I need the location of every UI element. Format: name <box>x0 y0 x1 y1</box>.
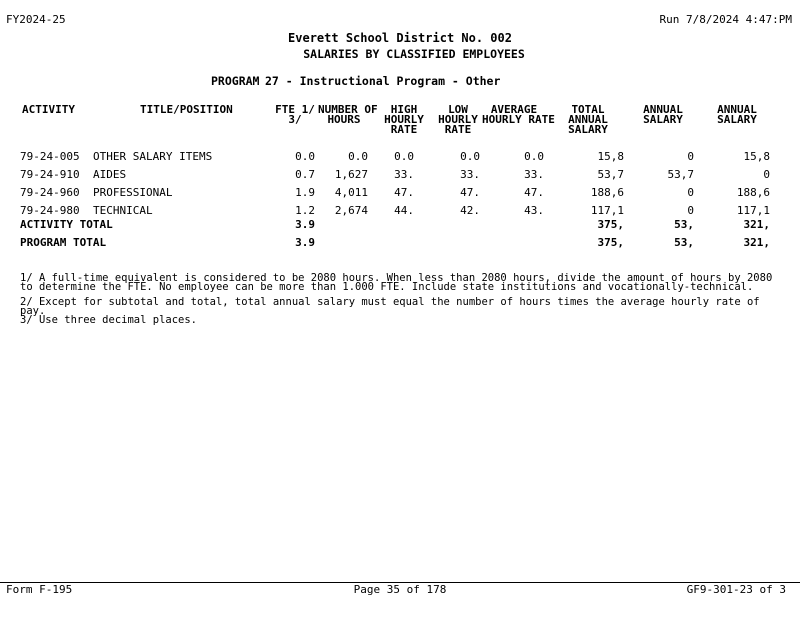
fte-value: 0.7 <box>295 168 315 181</box>
salary-b-value: 0 <box>687 186 694 199</box>
col-average-rate: AVERAGE HOURLY RATE <box>482 103 555 126</box>
low-rate-value: 0.0 <box>460 150 480 163</box>
col-high-rate: HIGH HOURLY RATE <box>384 103 424 136</box>
col-number-hours: NUMBER OF HOURS <box>318 103 378 126</box>
salary-c-value: 15,8 <box>743 150 770 163</box>
footnote-2: 2/ Except for subtotal and total, total annual salary must equal the number of hours times the average hourly rate of pay. <box>20 296 760 317</box>
salary-c-value: 0 <box>763 168 770 181</box>
total-salary-value: 375, <box>597 218 624 231</box>
high-rate-value: 33. <box>394 168 414 181</box>
salary-b-value: 53, <box>674 236 694 249</box>
report-title: SALARIES BY CLASSIFIED EMPLOYEES <box>303 47 525 61</box>
low-rate-value: 47. <box>460 186 480 199</box>
program-name: 27 - Instructional Program - Other <box>265 74 501 88</box>
high-rate-value: 0.0 <box>394 150 414 163</box>
position-title: OTHER SALARY ITEMS <box>93 150 213 163</box>
col-annual-salary-c: ANNUAL SALARY <box>717 103 757 126</box>
hours-value: 1,627 <box>334 168 368 181</box>
total-salary-value: 117,1 <box>590 204 624 217</box>
hours-value: 0.0 <box>348 150 368 163</box>
district-name: Everett School District No. 002 <box>288 31 512 45</box>
col-low-rate: LOW HOURLY RATE <box>438 103 478 136</box>
run-date: Run 7/8/2024 4:47:PM <box>659 13 792 26</box>
average-rate-value: 0.0 <box>524 150 544 163</box>
form-code: GF9-301-23 of 3 <box>686 583 786 596</box>
hours-value: 4,011 <box>334 186 368 199</box>
activity-code: 79-24-910 <box>20 168 80 181</box>
salary-b-value: 53, <box>674 218 694 231</box>
salary-c-value: 188,6 <box>736 186 770 199</box>
total-salary-value: 188,6 <box>590 186 624 199</box>
col-fte: FTE 1/ 3/ <box>275 103 315 126</box>
salary-c-value: 321, <box>743 218 770 231</box>
hours-value: 2,674 <box>334 204 368 217</box>
salary-c-value: 117,1 <box>736 204 770 217</box>
high-rate-value: 44. <box>394 204 414 217</box>
fte-value: 1.9 <box>295 186 315 199</box>
program-label: PROGRAM <box>211 74 260 88</box>
col-total-salary: TOTAL ANNUAL SALARY <box>568 103 608 136</box>
total-salary-value: 15,8 <box>597 150 624 163</box>
activity-total-label: ACTIVITY TOTAL <box>20 218 113 231</box>
program-total-label: PROGRAM TOTAL <box>20 236 107 249</box>
form-number: Form F-195 <box>6 583 73 596</box>
col-title: TITLE/POSITION <box>140 103 233 116</box>
activity-code: 79-24-980 <box>20 204 80 217</box>
fte-value: 0.0 <box>295 150 315 163</box>
total-salary-value: 375, <box>597 236 624 249</box>
salary-b-value: 0 <box>687 150 694 163</box>
salary-c-value: 321, <box>743 236 770 249</box>
footnote-1: 1/ A full-time equivalent is considered to be 2080 hours. When less than 2080 hours, divide the amount of hours by 2080 to determine the FTE. No employee can be more than 1.000 FTE. Include state institutions and vocationally-technical. <box>20 272 773 293</box>
fte-value: 1.2 <box>295 204 315 217</box>
activity-code: 79-24-960 <box>20 186 80 199</box>
high-rate-value: 47. <box>394 186 414 199</box>
average-rate-value: 43. <box>524 204 544 217</box>
salary-b-value: 0 <box>687 204 694 217</box>
low-rate-value: 33. <box>460 168 480 181</box>
total-salary-value: 53,7 <box>597 168 624 181</box>
position-title: PROFESSIONAL <box>93 186 173 199</box>
fiscal-year: FY2024-25 <box>6 13 66 26</box>
page-number: Page 35 of 178 <box>353 583 447 596</box>
average-rate-value: 47. <box>524 186 544 199</box>
fte-value: 3.9 <box>295 236 315 249</box>
col-annual-salary-b: ANNUAL SALARY <box>643 103 683 126</box>
position-title: AIDES <box>93 168 127 181</box>
average-rate-value: 33. <box>524 168 544 181</box>
col-activity: ACTIVITY <box>22 103 75 116</box>
activity-code: 79-24-005 <box>20 150 80 163</box>
low-rate-value: 42. <box>460 204 480 217</box>
salary-b-value: 53,7 <box>667 168 694 181</box>
footnote-3: 3/ Use three decimal places. <box>20 314 198 326</box>
position-title: TECHNICAL <box>93 204 153 217</box>
fte-value: 3.9 <box>295 218 315 231</box>
